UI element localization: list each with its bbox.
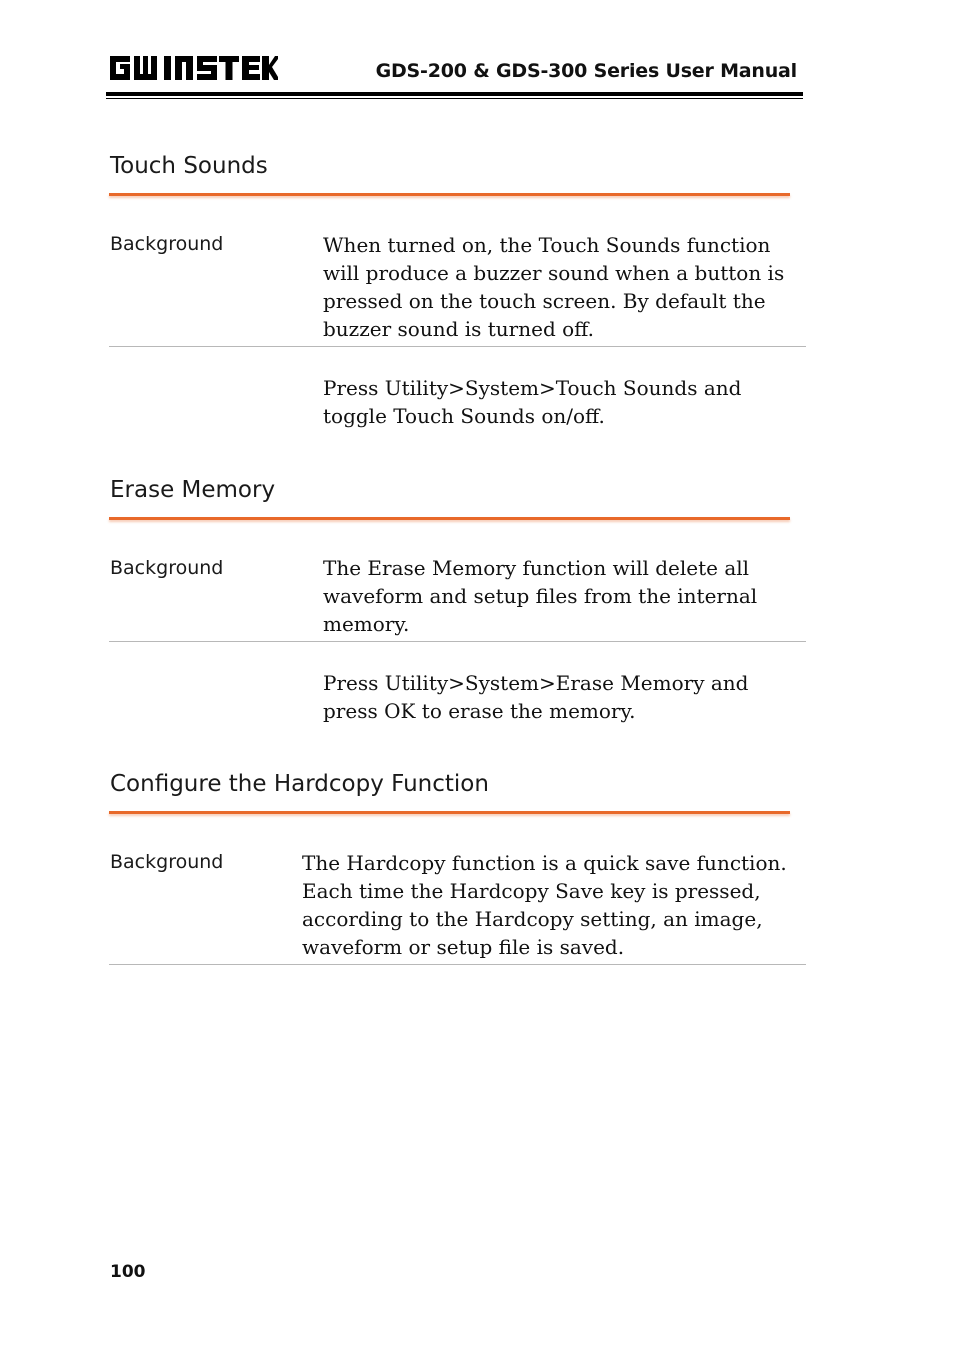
section-rule	[109, 517, 790, 520]
row-divider	[109, 641, 806, 642]
section-title-touch-sounds: Touch Sounds	[110, 153, 268, 179]
header-rule	[106, 92, 803, 96]
background-label: Background	[110, 851, 224, 873]
section-title-hardcopy: Configure the Hardcopy Function	[110, 771, 489, 797]
instruction-text: Press Utility>System>Touch Sounds and toggle Touch Sounds on/off.	[323, 376, 742, 428]
section-title-erase-memory: Erase Memory	[110, 477, 276, 503]
instruction-text: Press Utility>System>Erase Memory and press OK to erase the memory.	[323, 671, 749, 723]
header-rule-thin	[106, 98, 803, 99]
page-number: 100	[110, 1262, 146, 1282]
background-label: Background	[110, 233, 224, 255]
row-divider	[109, 346, 806, 347]
background-label: Background	[110, 557, 224, 579]
row-divider	[109, 964, 806, 965]
gw-instek-logo	[108, 52, 278, 84]
manual-title: GDS-200 & GDS-300 Series User Manual	[375, 60, 797, 82]
section-rule	[109, 811, 790, 814]
background-text: The Erase Memory function will delete all waveform and setup files from the internal memory.	[323, 556, 758, 636]
background-text: When turned on, the Touch Sounds function will produce a buzzer sound when a button is pressed on the touch screen. By default the buzzer sound is turned off.	[323, 233, 785, 341]
background-text: The Hardcopy function is a quick save function. Each time the Hardcopy Save key is pressed, according to the Hardcopy setting, an image, waveform or setup file is saved.	[302, 851, 787, 959]
section-rule	[109, 193, 790, 196]
